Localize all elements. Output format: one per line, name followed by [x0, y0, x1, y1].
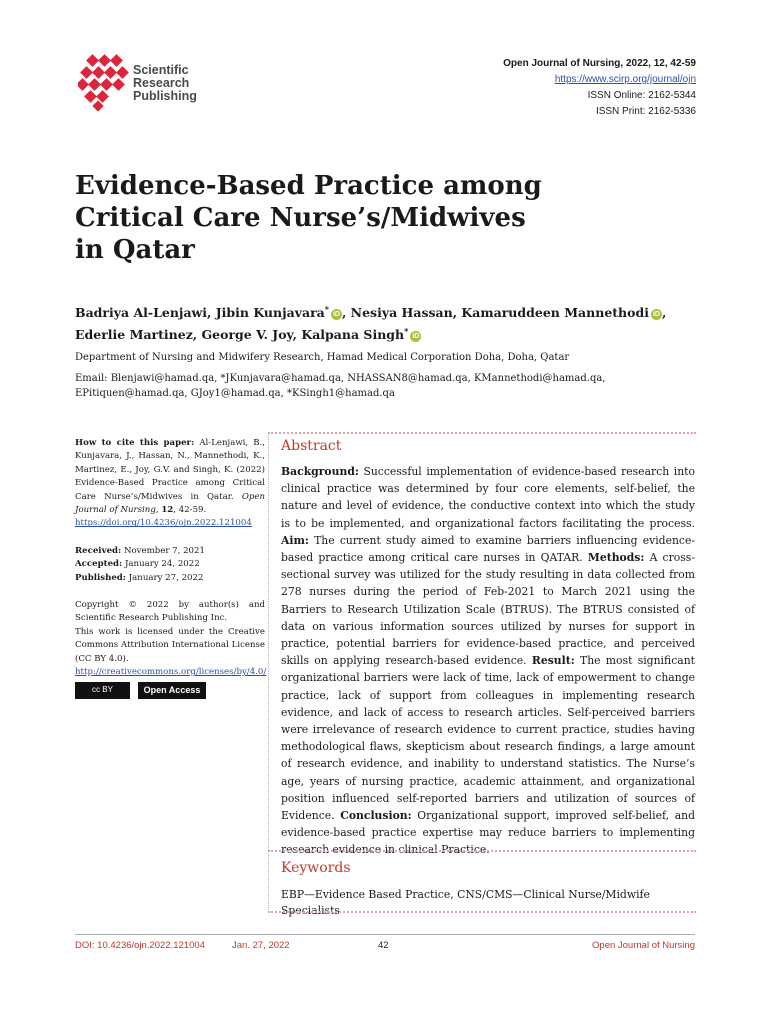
abstract-top-rule: [268, 432, 696, 434]
author-list: Badriya Al-Lenjawi, Jibin Kunjavara*iD , Nesiya Hassan, Kamaruddeen Mannethodi iD , Ederlie Martinez, George V. Joy, Kalpana Singh*iD: [75, 304, 667, 343]
page-number: 42: [378, 940, 389, 951]
orcid-icon[interactable]: iD: [412, 333, 420, 341]
affiliation: Department of Nursing and Midwifery Research, Hamad Medical Corporation Doha, Doha, Qatar: [75, 352, 570, 363]
journal-info: [503, 56, 696, 120]
dates: Received: November 7, 2021 Accepted: January 24, 2022 Published: January 27, 2022: [75, 545, 205, 583]
cc-by-icon[interactable]: cc BY: [75, 682, 130, 699]
paper-title: Evidence-Based Practice among Critical Care Nurse’s/Midwives in Qatar: [75, 171, 542, 265]
footer-journal: Open Journal of Nursing: [592, 940, 695, 951]
footer-doi: DOI: 10.4236/ojn.2022.121004: [75, 940, 205, 951]
affiliation-block: [75, 350, 695, 401]
keywords-bottom-rule: [268, 911, 696, 913]
issn-online: ISSN Online: 2162-5344: [587, 90, 696, 101]
open-access-badge: Open Access: [138, 682, 206, 699]
footer-date: Jan. 27, 2022: [232, 940, 290, 951]
journal-citation: Open Journal of Nursing, 2022, 12, 42-59: [503, 58, 696, 69]
email-line: Email: Blenjawi@hamad.qa, *JKunjavara@hamad.qa, NHASSAN8@hamad.qa, KMannethodi@hamad.qa,: [75, 373, 606, 384]
keywords-top-rule: [268, 850, 696, 852]
abstract-body: Background: Successful implementation of evidence-based research into clinical practice was determined by four core elements, self-belief, the nature and level of evidence, the conductive context into which the study is to be implemented, and organizational factors facilitating the process. Aim: The current study aimed to examine barriers influencing evidence-based practice among critical care nurses in QATAR. Methods: A cross-sectional survey was utilized for the study resulting in data collected from 278 nurses during the period of Feb-2021 to March 2021 using the Barriers to Research Utilization Scale (BTRUS). The BTRUS consisted of data on various information sources utilized by nurses for support in practice, potential barriers for evidence-based practice, and perceived skills on applying research-based evidence. Result: The most significant organizational barriers were lack of time, lack of empowerment to change practice, lack of support from colleagues in implementing research evidence, and lack of access to research articles. Self-perceived barriers were irrelevance of research evidence to current practice, studies having methodological flaws, skepticism about research findings, a large amount of research evidence, and inability to understand statistics. The Nurse’s age, years of nursing practice, academic attainment, and organizational position influenced self-reported barriers and utilization of sources of Evidence. Conclusion: Organizational support, improved self-belief, and evidence-based practice expertise may reduce barriers to implementing research evidence in clinical Practice.: [281, 465, 695, 857]
copyright: Copyright © 2022 by author(s) and Scientific Research Publishing Inc. This work is licensed under the Creative Commons Attribution International License (CC BY 4.0). http://creativecommons.org/licenses/by/4.0/: [75, 600, 267, 678]
orcid-icon[interactable]: iD: [652, 311, 660, 319]
abstract-heading: Abstract: [281, 438, 342, 454]
publisher-logo-text: Scientific Research Publishing: [133, 63, 197, 103]
footer-rule: [75, 934, 695, 935]
issn-print: ISSN Print: 2162-5336: [595, 106, 696, 117]
how-to-cite: How to cite this paper: Al-Lenjawi, B., Kunjavara, J., Hassan, N., Mannethodi, K., Martinez, E., Joy, G.V. and Singh, K. (2022) Evidence-Based Practice among Critical Care Nurse’s/Midwives in Qatar. Open Journal of Nursing, 12, 42-59. https://doi.org/10.4236/ojn.2022.121004: [75, 438, 265, 529]
citation-sidebar: [75, 437, 265, 699]
license-link[interactable]: http://creativecommons.org/licenses/by/4.0/: [75, 667, 267, 678]
email-line: EPitiquen@hamad.qa, GJoy1@hamad.qa, *KSingh1@hamad.qa: [75, 388, 395, 399]
journal-url-link[interactable]: https://www.scirp.org/journal/ojn: [554, 74, 696, 85]
abstract-divider: [268, 432, 269, 912]
license-badges: [75, 682, 265, 699]
doi-link[interactable]: https://doi.org/10.4236/ojn.2022.121004: [75, 518, 252, 529]
orcid-icon[interactable]: iD: [332, 311, 340, 319]
keywords-text: EBP—Evidence Based Practice, CNS/CMS—Clinical Nurse/Midwife Specialists: [281, 888, 650, 917]
keywords-heading: Keywords: [281, 860, 351, 876]
